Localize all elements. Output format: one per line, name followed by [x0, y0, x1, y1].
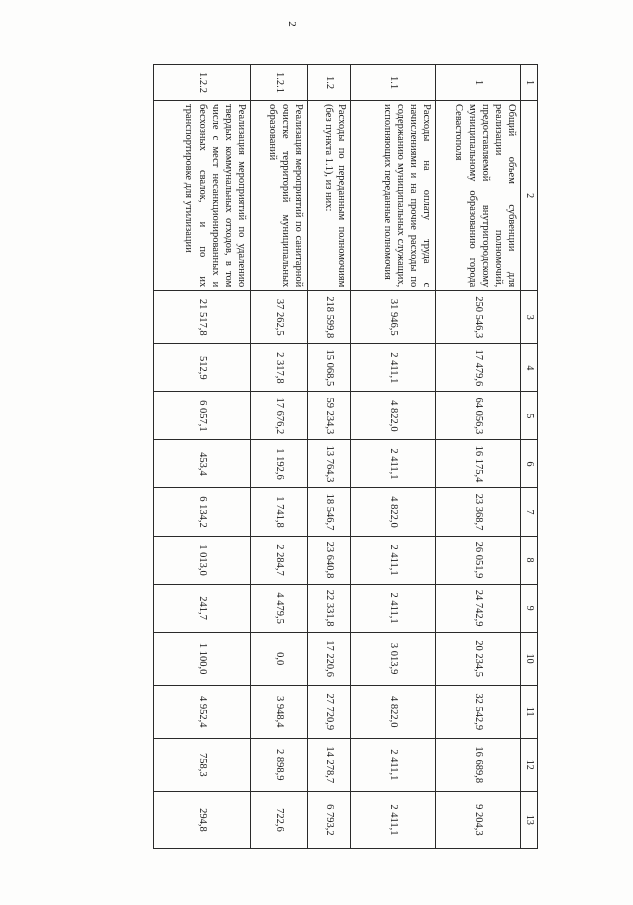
cell-value: 512,9 [154, 344, 251, 392]
cell-value: 2 411,1 [351, 738, 436, 791]
column-header: 5 [521, 392, 538, 440]
cell-value: 16 175,4 [436, 440, 521, 488]
cell-value: 13 764,3 [308, 440, 351, 488]
cell-value: 2 411,1 [351, 440, 436, 488]
cell-value: 32 542,9 [436, 685, 521, 738]
column-header: 8 [521, 536, 538, 584]
column-header: 1 [521, 65, 538, 101]
cell-value: 1 192,6 [251, 440, 308, 488]
cell-value: 758,3 [154, 738, 251, 791]
cell-value: 64 056,3 [436, 392, 521, 440]
column-header: 9 [521, 584, 538, 632]
table-row [351, 65, 436, 849]
cell-value: 37 262,5 [251, 291, 308, 344]
cell-value: 31 946,5 [351, 291, 436, 344]
row-name: Реализация мероприятий по санитарной очистке территорий муниципальных образований [251, 101, 308, 291]
cell-value: 294,8 [154, 791, 251, 848]
column-header: 4 [521, 344, 538, 392]
subvention-table [153, 64, 538, 849]
cell-value: 2 317,8 [251, 344, 308, 392]
cell-value: 6 134,2 [154, 488, 251, 536]
cell-value: 17 220,6 [308, 632, 351, 685]
column-header: 3 [521, 291, 538, 344]
cell-value: 9 204,3 [436, 791, 521, 848]
table-row [436, 65, 521, 849]
header-row [521, 65, 538, 849]
cell-value: 4 822,0 [351, 488, 436, 536]
row-index: 1.2.1 [251, 65, 308, 101]
column-header: 13 [521, 791, 538, 848]
cell-value: 0,0 [251, 632, 308, 685]
page-number: 2 [285, 21, 298, 27]
cell-value: 22 331,8 [308, 584, 351, 632]
column-header: 11 [521, 685, 538, 738]
cell-value: 21 517,8 [154, 291, 251, 344]
cell-value: 23 368,7 [436, 488, 521, 536]
cell-value: 3 013,9 [351, 632, 436, 685]
cell-value: 59 234,3 [308, 392, 351, 440]
cell-value: 26 051,9 [436, 536, 521, 584]
cell-value: 15 068,5 [308, 344, 351, 392]
cell-value: 17 676,2 [251, 392, 308, 440]
column-header: 2 [521, 101, 538, 291]
cell-value: 6 057,1 [154, 392, 251, 440]
cell-value: 18 546,7 [308, 488, 351, 536]
cell-value: 4 952,4 [154, 685, 251, 738]
cell-value: 241,7 [154, 584, 251, 632]
cell-value: 1 100,0 [154, 632, 251, 685]
row-name: Общий объем субвенции для реализации полномочий, предоставляемой внутригородскому муниципальному образованию города Севастополя [436, 101, 521, 291]
cell-value: 722,6 [251, 791, 308, 848]
cell-value: 4 822,0 [351, 392, 436, 440]
table-wrapper [108, 64, 538, 849]
row-name: Расходы по переданным полномочиям (без пункта 1.1), из них: [308, 101, 351, 291]
cell-value: 16 689,8 [436, 738, 521, 791]
cell-value: 453,4 [154, 440, 251, 488]
cell-value: 2 898,9 [251, 738, 308, 791]
column-header: 12 [521, 738, 538, 791]
cell-value: 6 793,2 [308, 791, 351, 848]
cell-value: 3 948,4 [251, 685, 308, 738]
table-row [308, 65, 351, 849]
cell-value: 2 411,1 [351, 584, 436, 632]
cell-value: 2 411,1 [351, 344, 436, 392]
row-index: 1.1 [351, 65, 436, 101]
cell-value: 2 411,1 [351, 536, 436, 584]
cell-value: 4 479,5 [251, 584, 308, 632]
row-index: 1 [436, 65, 521, 101]
row-name: Расходы на оплату труда с начислениями и на прочие расходы по содержанию муниципальных служащих, исполняющих переданные полномочия [351, 101, 436, 291]
cell-value: 14 278,7 [308, 738, 351, 791]
row-index: 1.2 [308, 65, 351, 101]
cell-value: 20 234,5 [436, 632, 521, 685]
column-header: 6 [521, 440, 538, 488]
column-header: 7 [521, 488, 538, 536]
row-name: Реализация мероприятий по удалению твердых коммунальных отходов, в том числе с мест несанкционированных и бесхозных свалок, и по их транспортировке для утилизации [154, 101, 251, 291]
table-row [154, 65, 251, 849]
cell-value: 2 411,1 [351, 791, 436, 848]
cell-value: 27 720,9 [308, 685, 351, 738]
cell-value: 1 741,8 [251, 488, 308, 536]
cell-value: 250 546,3 [436, 291, 521, 344]
cell-value: 218 599,8 [308, 291, 351, 344]
cell-value: 17 479,6 [436, 344, 521, 392]
table-row [251, 65, 308, 849]
cell-value: 1 013,0 [154, 536, 251, 584]
cell-value: 2 284,7 [251, 536, 308, 584]
cell-value: 23 640,8 [308, 536, 351, 584]
column-header: 10 [521, 632, 538, 685]
cell-value: 24 742,9 [436, 584, 521, 632]
cell-value: 4 822,0 [351, 685, 436, 738]
row-index: 1.2.2 [154, 65, 251, 101]
